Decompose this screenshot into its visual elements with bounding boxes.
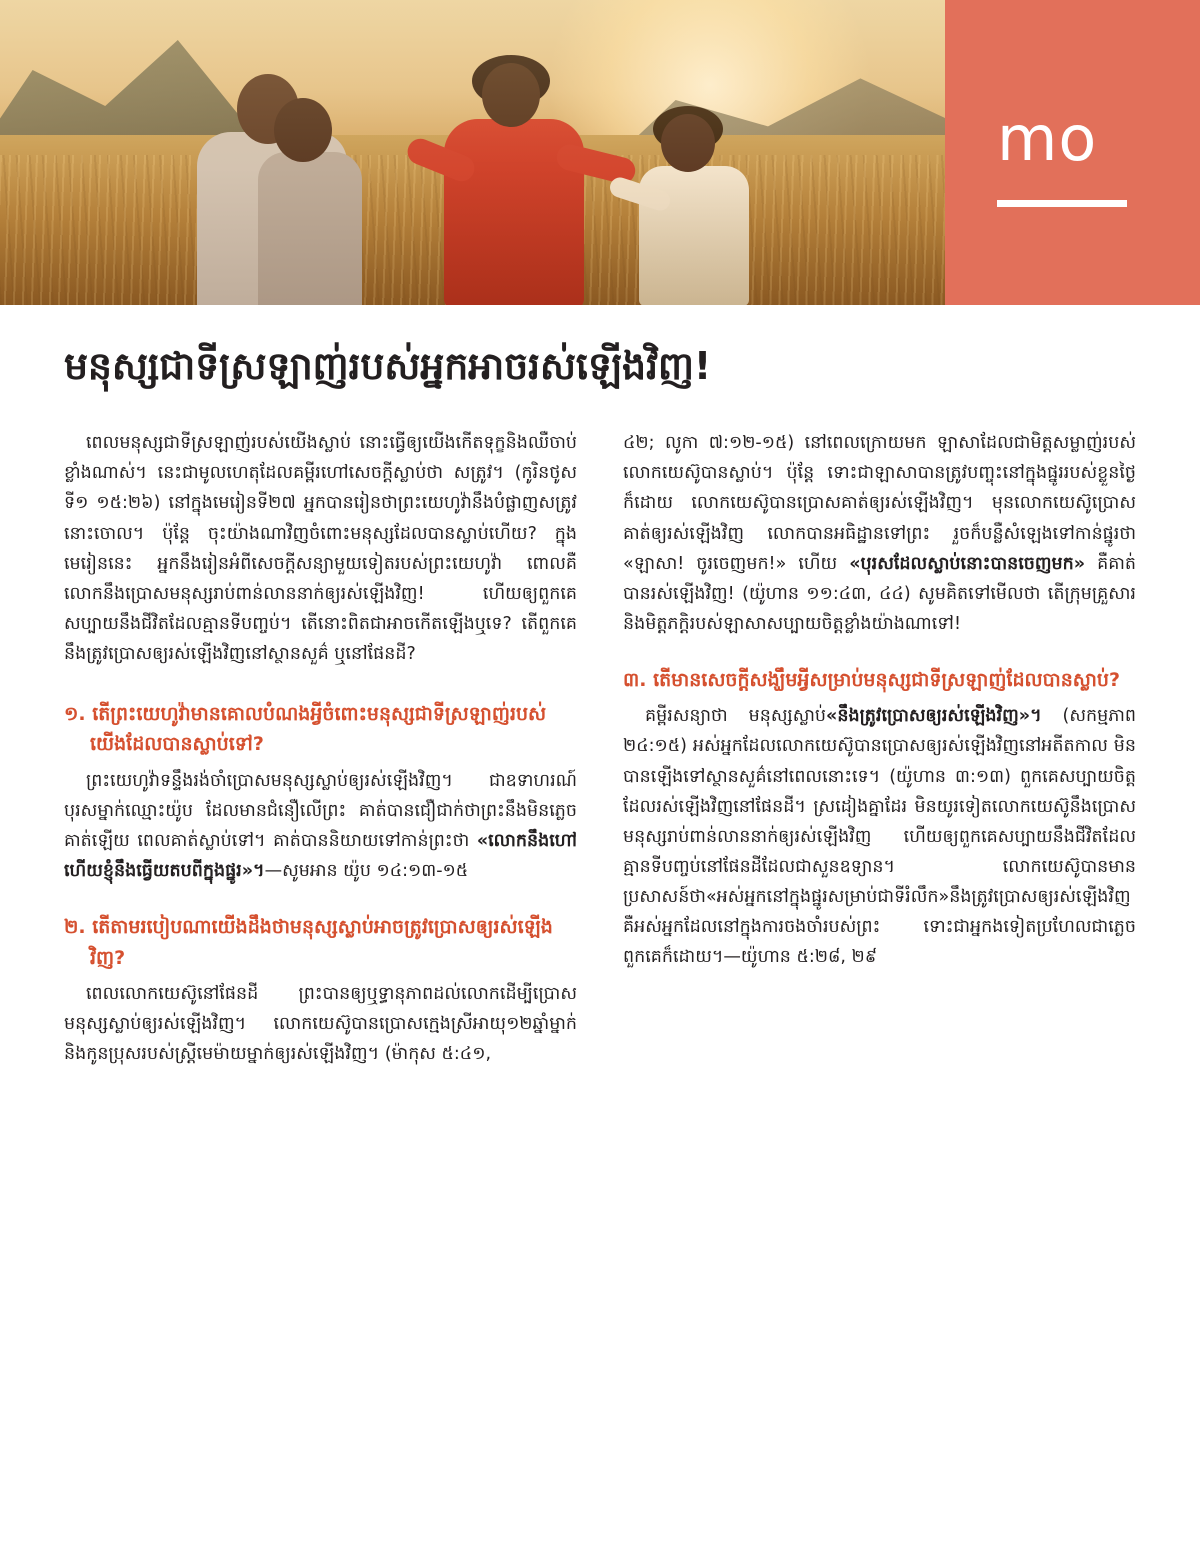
question-heading-2: ២. តើតាមរបៀបណាយើងដឹងថាមនុស្សស្លាប់អាចត្រូវប្រោសឲ្យរស់ឡើងវិញ? xyxy=(64,916,553,969)
question-1-body: ព្រះយេហូវ៉ាទន្ទឹងរង់ចាំប្រោសមនុស្សស្លាប់ឲ្យរស់ឡើងវិញ។ ជាឧទាហរណ៍ បុរសម្នាក់ឈ្មោះយ៉ូប ដែលមានជំនឿលើព្រះ គាត់បានជឿជាក់ថាព្រះនឹងមិនភ្លេចគាត់ឡើយ ពេលគាត់ស្លាប់ទៅ។ គាត់បាននិយាយទៅកាន់ព្រះថា «លោកនឹងហៅ ហើយខ្ញុំនឹងធ្វើយតបពីក្នុងផ្នូរ»។—សូមអាន យ៉ូប ១៤:១៣-១៥ xyxy=(64,770,577,882)
right-column xyxy=(623,428,1136,1069)
page-title: មនុស្សជាទីស្រឡាញ់របស់អ្នកអាចរស់ឡើងវិញ! xyxy=(64,344,711,388)
question-heading-1: ១. តើព្រះយេហូវ៉ាមានគោលបំណងអ្វីចំពោះមនុស្សជាទីស្រឡាញ់របស់យើងដែលបានស្លាប់ទៅ? xyxy=(64,703,547,756)
left-column xyxy=(64,428,577,1069)
hero-photo xyxy=(0,0,945,305)
photo-warm-overlay xyxy=(0,0,945,305)
brand-mark: mo xyxy=(997,102,1098,175)
question-2-body: ពេលលោកយេស៊ូនៅផែនដី ព្រះបានឲ្យឬទ្ធានុភាពដល់លោកដើម្បីប្រោសមនុស្សស្លាប់ឲ្យរស់ឡើងវិញ។ លោកយេស៊ូបានប្រោសក្មេងស្រីអាយុ១២ឆ្នាំម្នាក់ និងកូនប្រុសរបស់ស្ត្រីមេម៉ាយម្នាក់ឲ្យរស់ឡើងវិញ។ (ម៉ាកុស ៥:៤១, xyxy=(64,983,577,1065)
hero-banner xyxy=(0,0,1200,305)
brand-panel xyxy=(945,0,1200,305)
question-heading-3: ៣. តើមានសេចក្ដីសង្ឃឹមអ្វីសម្រាប់មនុស្សជាទីស្រឡាញ់ដែលបានស្លាប់? xyxy=(623,668,1120,691)
question-2-body-continued: ៤២; លូកា ៧:១២-១៥) នៅពេលក្រោយមក ឡាសាដែលជាមិត្តសម្លាញ់របស់លោកយេស៊ូបានស្លាប់។ ប៉ុន្តែ ទោះជាឡាសាបានត្រូវបញ្ចុះនៅក្នុងផ្នូររបស់ខ្លួនថ្ងៃក៏ដោយ លោកយេស៊ូបានប្រោសគាត់ឲ្យរស់ឡើងវិញ។ មុនលោកយេស៊ូប្រោសគាត់ឲ្យរស់ឡើងវិញ លោកបានអធិដ្ឋានទៅព្រះ រួចក៏បន្លឺសំឡេងទៅកាន់ផ្នូរថា «ឡាសា! ចូរចេញមក!» ហើយ «បុរសដែលស្លាប់នោះបានចេញមក» គឺគាត់បានរស់ឡើងវិញ! (យ៉ូហាន ១១:៤៣, ៤៤) សូមគិតទៅមើលថា តើក្រុមគ្រួសារនិងមិត្តភក្ដិរបស់ឡាសាសប្បាយចិត្តខ្លាំងយ៉ាងណាទៅ! xyxy=(623,433,1136,634)
intro-paragraph: ពេលមនុស្សជាទីស្រឡាញ់របស់យើងស្លាប់ នោះធ្វើឲ្យយើងកើតទុក្ខនិងឈឺចាប់ខ្លាំងណាស់។ នេះជាមូលហេតុដែលគម្ពីរហៅសេចក្ដីស្លាប់ថា សត្រូវ។ (កូរិនថូស​ទី១ ១៥:២៦) នៅក្នុងមេរៀនទី២៧ អ្នកបានរៀនថាព្រះយេហូវ៉ានឹងបំផ្លាញសត្រូវនោះចោល។ ប៉ុន្តែ ចុះយ៉ាងណាវិញចំពោះមនុស្សដែលបានស្លាប់ហើយ? ក្នុងមេរៀននេះ អ្នកនឹងរៀនអំពីសេចក្ដីសន្យាមួយទៀតរបស់ព្រះយេហូវ៉ា ពោលគឺលោកនឹងប្រោសមនុស្សរាប់ពាន់លាននាក់ឲ្យរស់ឡើងវិញ! ហើយឲ្យពួកគេសប្បាយនឹងជីវិតដែលគ្មានទីបញ្ចប់។ តើនោះពិតជាអាចកើតឡើងឬទេ? តើពួកគេនឹងត្រូវប្រោសឲ្យរស់ឡើងវិញនៅស្ថានសួគ៌ ឬនៅផែនដី? xyxy=(64,433,577,664)
article-columns xyxy=(64,428,1136,1069)
brand-rule xyxy=(997,200,1127,207)
question-3-body: គម្ពីរសន្យាថា មនុស្សស្លាប់«នឹងត្រូវប្រោសឲ្យរស់ឡើងវិញ»។ (សកម្មភាព ២៤:១៥) អស់អ្នកដែលលោកយេស៊ូបានប្រោសឲ្យរស់ឡើងវិញនៅអតីតកាល មិនបានឡើងទៅស្ថានសួគ៌នៅពេលនោះទេ។ (យ៉ូហាន ៣:១៣) ពួកគេសប្បាយចិត្តដែលរស់ឡើងវិញនៅផែនដី។ ស្រដៀងគ្នាដែរ មិនយូរទៀតលោកយេស៊ូនឹងប្រោសមនុស្សរាប់ពាន់លាននាក់ឲ្យរស់ឡើងវិញ ហើយឲ្យពួកគេសប្បាយនឹងជីវិតដែលគ្មានទីបញ្ចប់នៅផែនដីដែលជាសួនឧទ្យាន។ លោកយេស៊ូបានមានប្រសាសន៍ថា«អស់អ្នកនៅក្នុងផ្នូរសម្រាប់ជាទីរំលឹក»នឹងត្រូវប្រោសឲ្យរស់ឡើងវិញ គឺអស់អ្នកដែលនៅក្នុងការចងចាំរបស់ព្រះ ទោះជាអ្នកងទៀតប្រហែលជាភ្លេចពួកគេក៏ដោយ។—យ៉ូហាន ៥:២៨, ២៩ xyxy=(623,706,1136,968)
